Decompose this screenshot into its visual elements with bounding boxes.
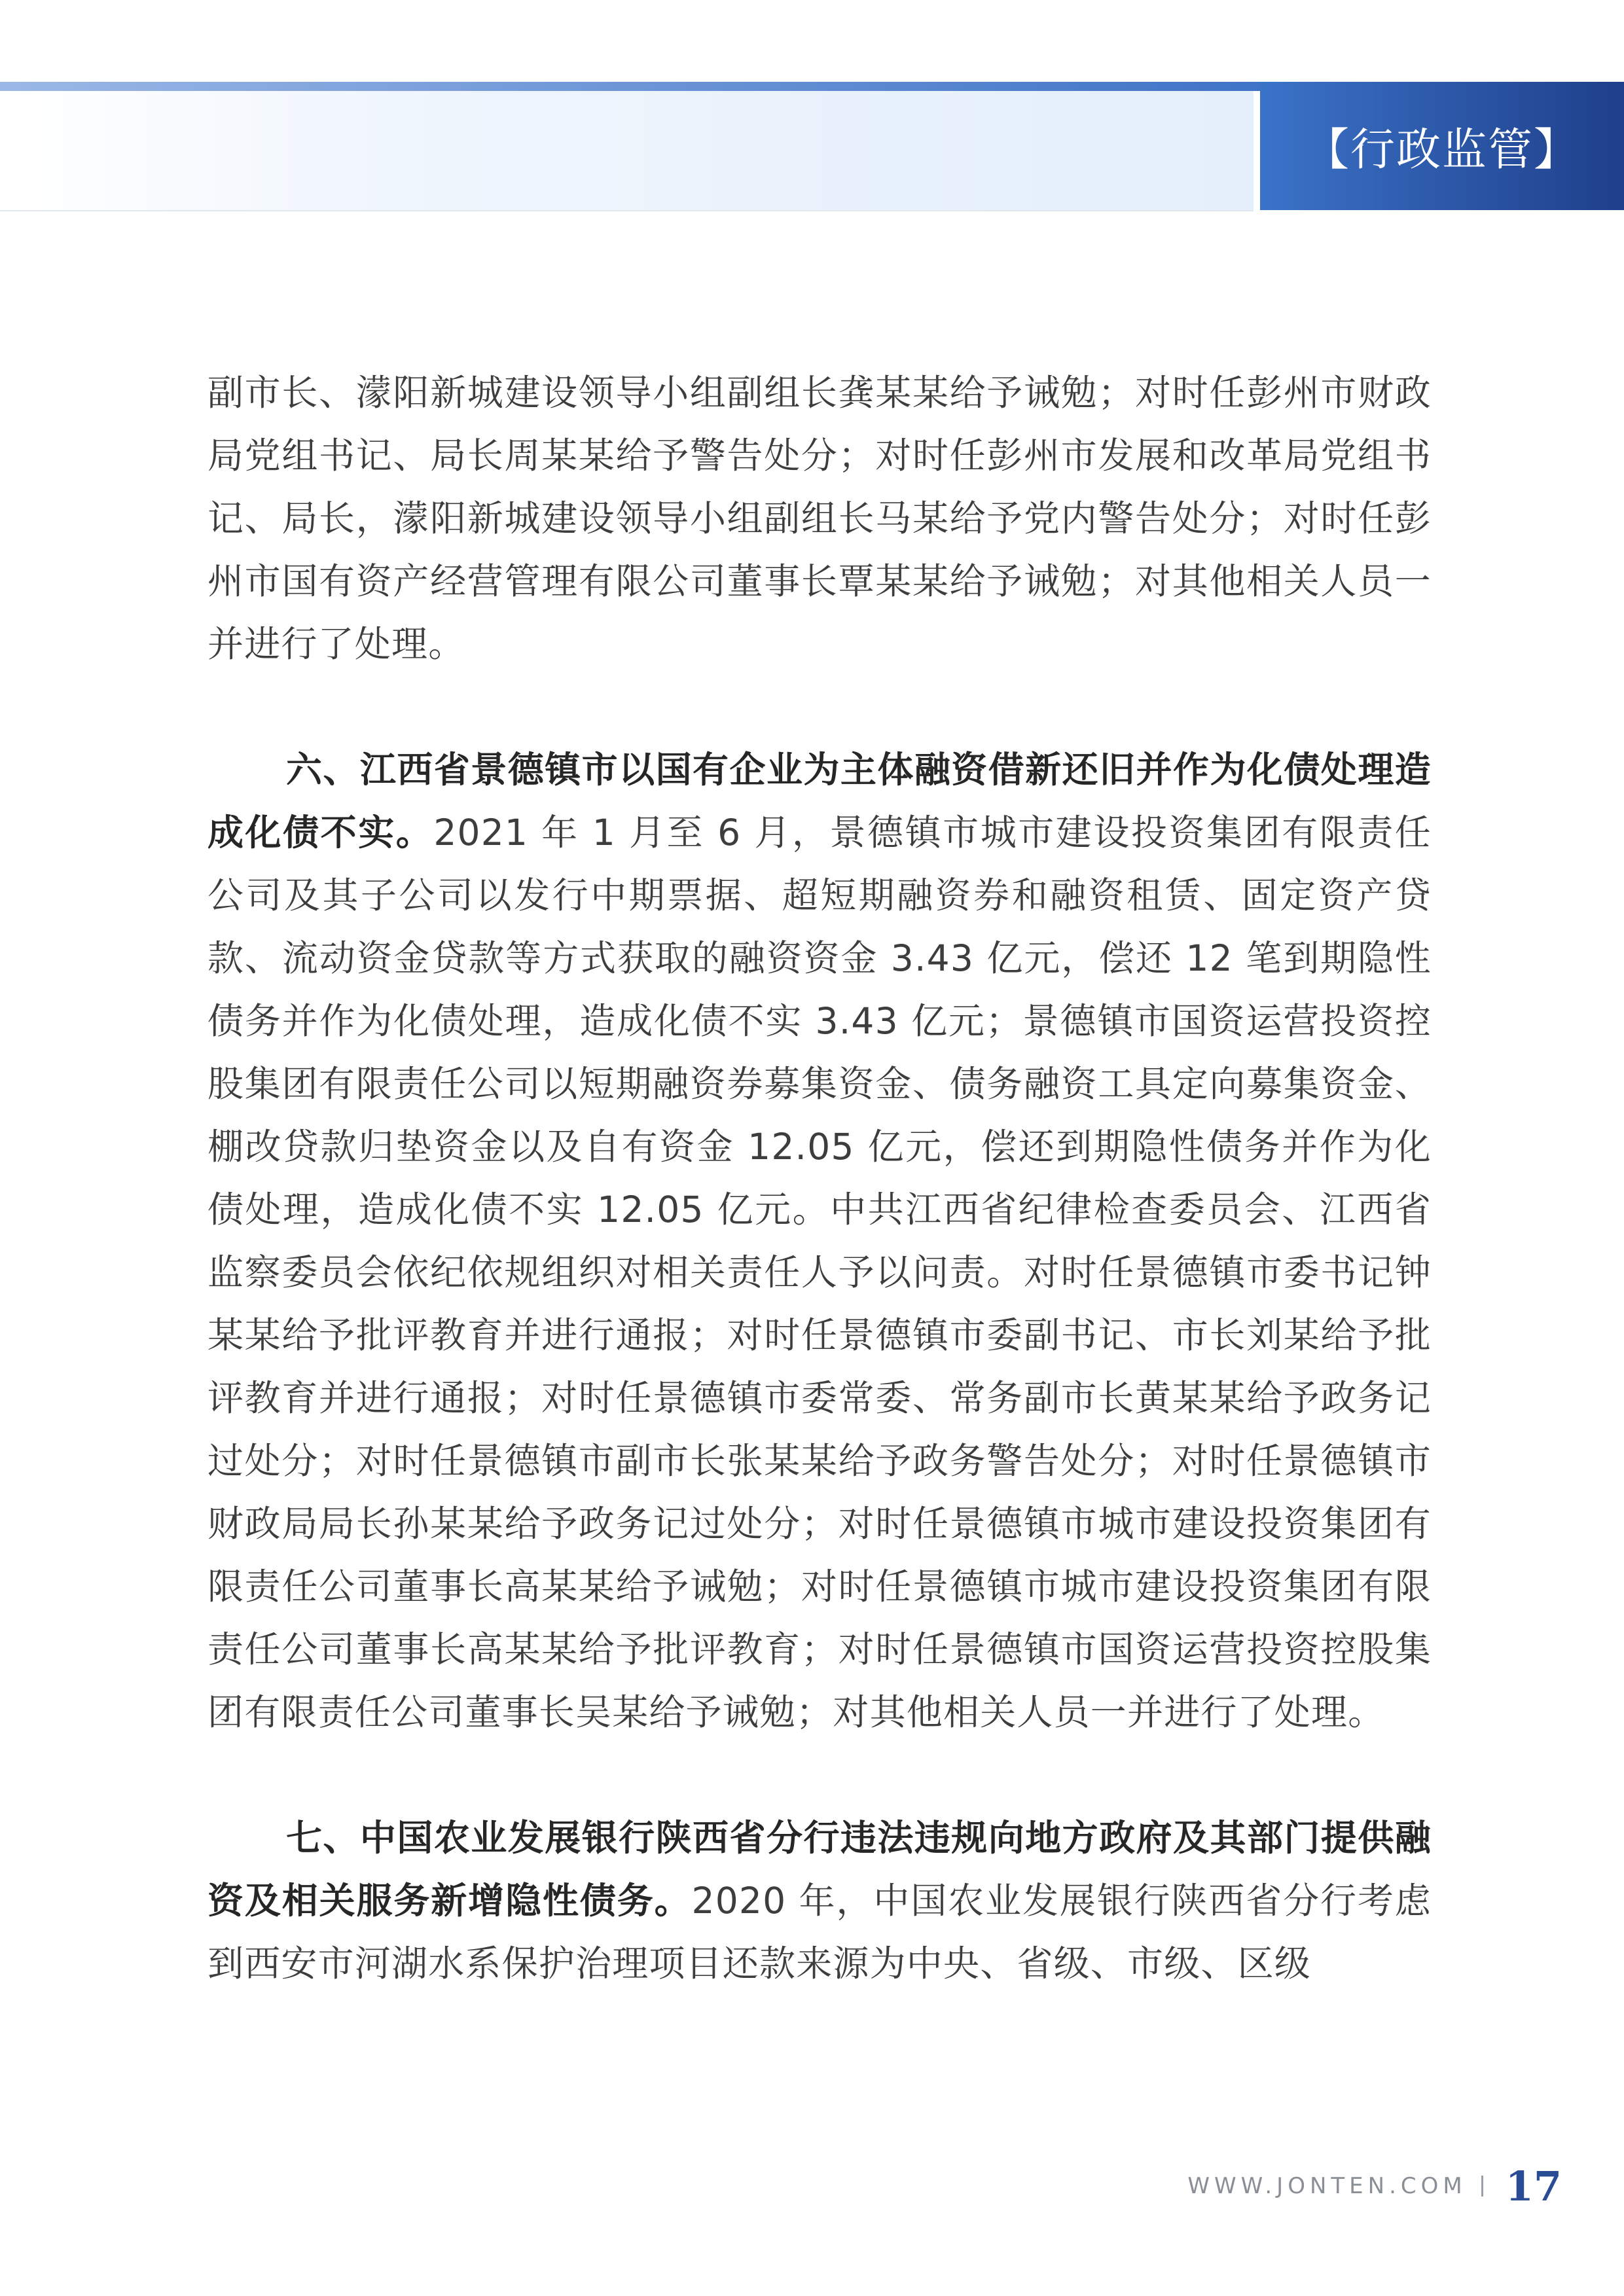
header-band [0,91,1254,211]
header-accent-stripe [0,82,1263,91]
page-number: 17 [1505,2162,1562,2210]
paragraph-continued: 副市长、濛阳新城建设领导小组副组长龚某某给予诫勉；对时任彭州市财政局党组书记、局长周某某给予警告处分；对时任彭州市发展和改革局党组书记、局长，濛阳新城建设领导小组副组长马某给予党内警告处分；对时任彭州市国有资产经营管理有限公司董事长覃某某给予诫勉；对其他相关人员一并进行了处理。 [208,372,1432,665]
item-7-text: 2020 年，中国农业发展银行陕西省分行考虑到西安市河湖水系保护治理项目还款来源为中央、省级、市级、区级 [208,1880,1432,1984]
item-6-heading: 六、江西省景德镇市以国有企业为主体融资借新还旧并作为化债处理造成化债不实。 [208,749,1432,853]
paragraph-gap [208,1744,1432,1806]
paragraph-gap [208,675,1432,738]
footer-website: WWW.JONTEN.COM [1187,2173,1467,2199]
item-6-text: 2021 年 1 月至 6 月，景德镇市城市建设投资集团有限责任公司及其子公司以发行中期票据、超短期融资券和融资租赁、固定资产贷款、流动资金贷款等方式获取的融资资金 3.43 亿元，偿还 12 笔到期隐性债务并作为化债处理，造成化债不实 3.43 亿元；景德镇市国资运营投资控股集团有限责任公司以短期融资券募集资金、债务融资工具定向募集资金、棚改贷款归垫资金以及自有资金 12.05 亿元，偿还到期隐性债务并作为化债处理，造成化债不实 12.05 亿元。中共江西省纪律检查委员会、江西省监察委员会依纪依规组织对相关责任人予以问责。对时任景德镇市委书记钟某某给予批评教育并进行通报；对时任景德镇市委副书记、市长刘某给予批评教育并进行通报；对时任景德镇市委常委、常务副市长黄某某给予政务记过处分；对时任景德镇市副市长张某某给予政务警告处分；对时任景德镇市财政局局长孙某某给予政务记过处分；对时任景德镇市城市建设投资集团有限责任公司董事长高某某给予诫勉；对时任景德镇市城市建设投资集团有限责任公司董事长高某某给予批评教育；对时任景德镇市国资运营投资控股集团有限责任公司董事长吴某给予诫勉；对其他相关人员一并进行了处理。 [208,812,1432,1733]
paragraph-item-7 [208,1806,1432,1995]
page-footer [1187,2160,1562,2212]
article-body [208,361,1432,1995]
paragraph-item-6 [208,738,1432,1744]
section-label-tab [1260,82,1624,210]
footer-divider [1481,2176,1483,2197]
section-label: 【行政监管】 [1304,124,1579,176]
item-7-heading: 七、中国农业发展银行陕西省分行违法违规向地方政府及其部门提供融资及相关服务新增隐性债务。 [208,1817,1432,1922]
